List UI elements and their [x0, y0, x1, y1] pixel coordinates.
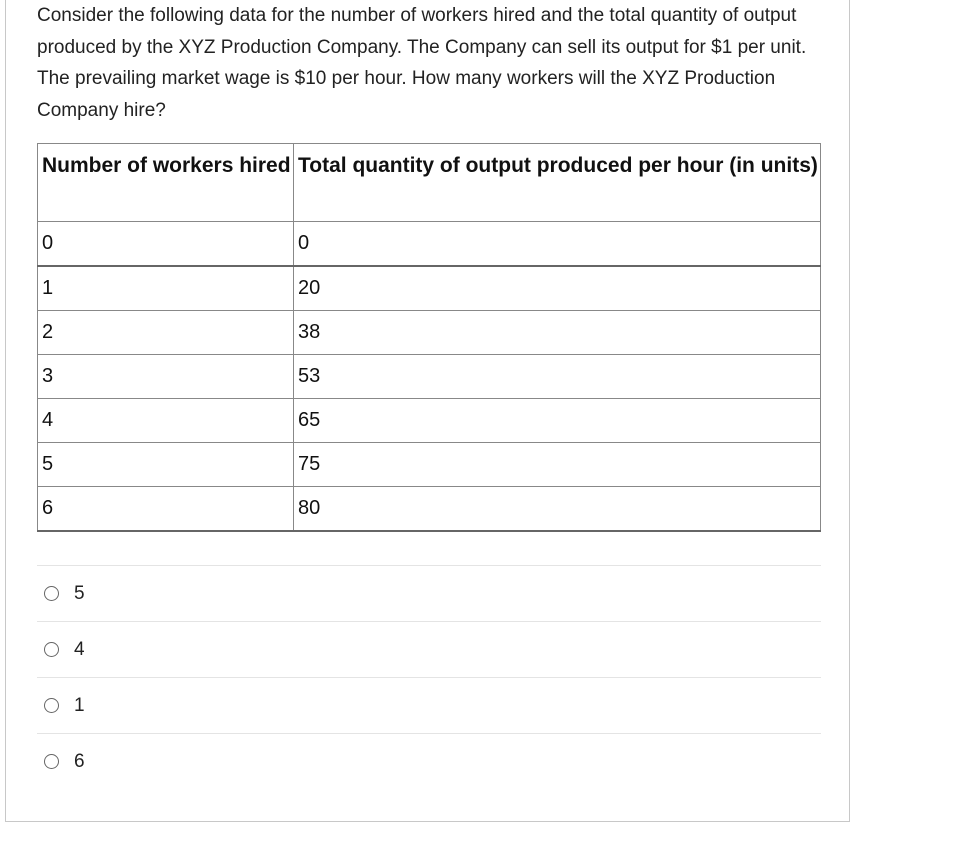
answer-option-4[interactable] — [37, 621, 821, 677]
table-row — [38, 443, 821, 487]
table-row — [38, 311, 821, 355]
cell-workers: 4 — [38, 399, 294, 443]
cell-workers: 5 — [38, 443, 294, 487]
cell-output: 0 — [294, 222, 821, 267]
radio-button[interactable] — [44, 698, 59, 713]
radio-button[interactable] — [44, 642, 59, 657]
answer-option-6[interactable] — [37, 733, 821, 789]
option-label: 1 — [74, 694, 85, 716]
cell-output: 75 — [294, 443, 821, 487]
header-output: Total quantity of output produced per hour (in units) — [294, 144, 821, 222]
cell-workers: 6 — [38, 487, 294, 532]
answer-option-5[interactable] — [37, 565, 821, 621]
data-table — [37, 143, 821, 532]
table-row — [38, 399, 821, 443]
cell-output: 80 — [294, 487, 821, 532]
header-workers: Number of workers hired — [38, 144, 294, 222]
cell-workers: 1 — [38, 266, 294, 311]
radio-button[interactable] — [44, 754, 59, 769]
table-header-row — [38, 144, 821, 222]
option-label: 5 — [74, 582, 85, 604]
cell-output: 38 — [294, 311, 821, 355]
table-row — [38, 266, 821, 311]
option-label: 6 — [74, 750, 85, 772]
table-row — [38, 222, 821, 267]
answer-options — [37, 565, 821, 789]
cell-output: 65 — [294, 399, 821, 443]
option-label: 4 — [74, 638, 85, 660]
question-text: Consider the following data for the number of workers hired and the total quantity of output produced by the XYZ Production Company. The Company can sell its output for $1 per unit. The prevailing market wage is $10 per hour. How many workers will the XYZ Production Company hire? — [37, 5, 807, 121]
cell-output: 53 — [294, 355, 821, 399]
cell-workers: 3 — [38, 355, 294, 399]
cell-workers: 0 — [38, 222, 294, 267]
answer-option-1[interactable] — [37, 677, 821, 733]
radio-button[interactable] — [44, 586, 59, 601]
cell-output: 20 — [294, 266, 821, 311]
table-row — [38, 487, 821, 532]
cell-workers: 2 — [38, 311, 294, 355]
table-row — [38, 355, 821, 399]
